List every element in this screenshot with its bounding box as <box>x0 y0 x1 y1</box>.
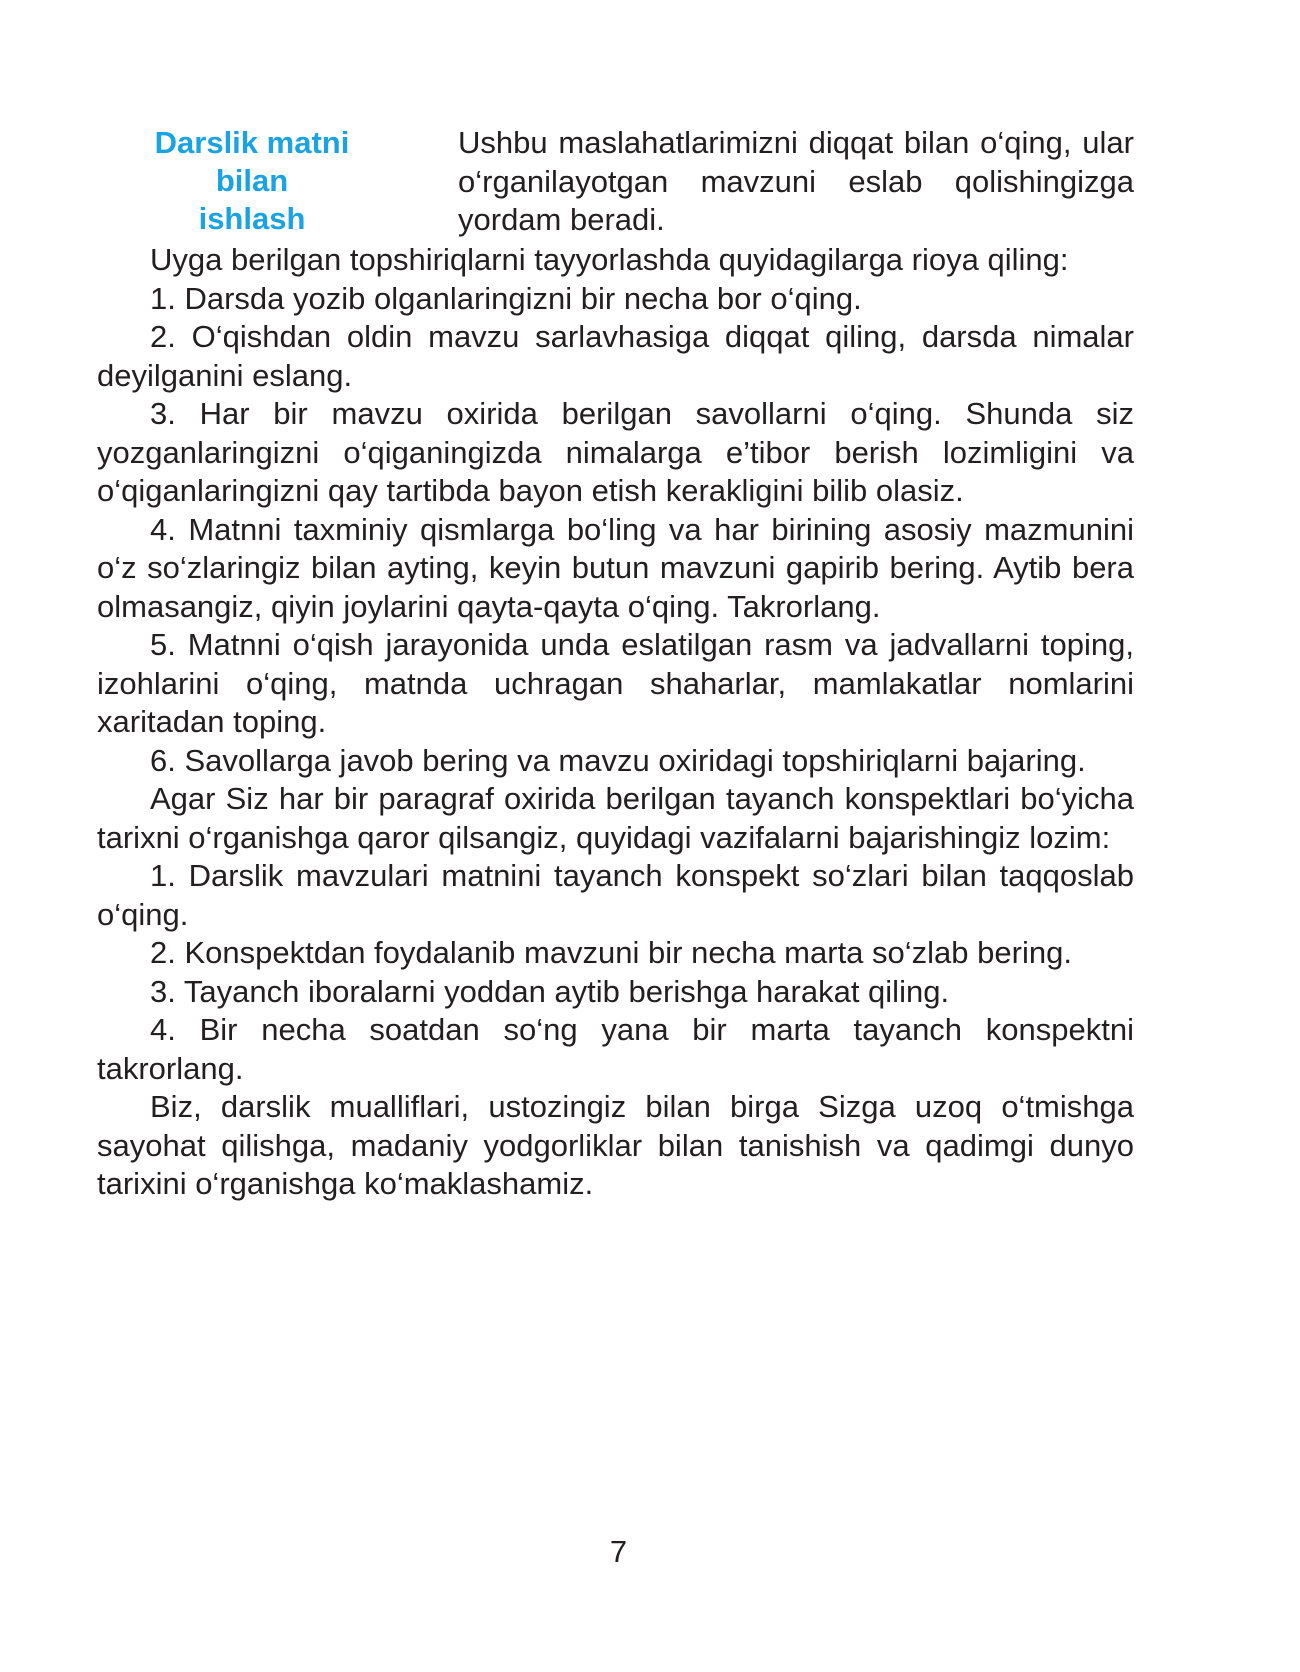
list-item: 4. Matnni taxminiy qismlarga bo‘ling va har birining asosiy mazmunini o‘z so‘zlaringiz bilan ayting, keyin butun mavzuni gapirib bering. Aytib bera olmasangiz, qiyin joylarini qayta-qayta o‘qing. Takrorlang. <box>97 511 1134 624</box>
list-item: 1. Darsda yozib olganlaringizni bir necha bor o‘qing. <box>150 280 862 316</box>
list-item: 2. Konspektdan foydalanib mavzuni bir necha marta so‘zlab bering. <box>150 935 1072 970</box>
section-heading <box>132 124 372 238</box>
section-heading-line: Darslik matni <box>154 125 350 160</box>
paragraph: Biz, darslik mualliflari, ustozingiz bilan birga Sizga uzoq o‘tmishga sayohat qilishga, madaniy yodgorliklar bilan tanishish va qadimgi dunyo tarixini o‘rganishga ko‘maklashamiz. <box>97 1089 1134 1201</box>
body-text <box>97 241 1134 1204</box>
section-heading-line: bilan <box>215 163 289 198</box>
section-heading-line: ishlash <box>198 201 306 236</box>
list-item: 4. Bir necha soatdan so‘ng yana bir marta tayanch konspektni takrorlang. <box>97 1012 1134 1086</box>
list-item: 5. Matnni o‘qish jarayonida unda eslatilgan rasm va jadvallarni toping, izohlarini o‘qing, matnda uchragan shaharlar, mamlakatlar nomlarini xaritadan toping. <box>97 627 1134 739</box>
intro-paragraph: Ushbu maslahatlarimizni diqqat bilan o‘qing, ular o‘rganilayotgan mavzuni eslab qolishingizga yordam beradi. <box>458 125 1134 237</box>
list-item: 3. Har bir mavzu oxirida berilgan savollarni o‘qing. Shunda siz yozganlaringizni o‘qiganingizda nimalarga e’tibor berish lozimligini va o‘qiganlaringizni qay tartibda bayon etish kerakligini bilib olasiz. <box>97 396 1134 508</box>
paragraph: Agar Siz har bir paragraf oxirida berilgan tayanch konspektlari bo‘yicha tarixni o‘rganishga qaror qilsangiz, quyidagi vazifalarni bajarishingiz lozim: <box>97 781 1134 855</box>
list-item: 2. O‘qishdan oldin mavzu sarlavhasiga diqqat qiling, darsda nimalar deyilganini eslang. <box>97 319 1134 393</box>
paragraph: Uyga berilgan topshiriqlarni tayyorlashda quyidagilarga rioya qiling: <box>150 242 1069 277</box>
page-number: 7 <box>609 1534 628 1569</box>
list-item: 6. Savollarga javob bering va mavzu oxiridagi topshiriqlarni bajaring. <box>150 742 1086 778</box>
list-item: 1. Darslik mavzulari matnini tayanch konspekt so‘zlari bilan taqqoslab o‘qing. <box>97 858 1134 932</box>
list-item: 3. Tayanch iboralarni yoddan aytib berishga harakat qiling. <box>150 973 950 1009</box>
